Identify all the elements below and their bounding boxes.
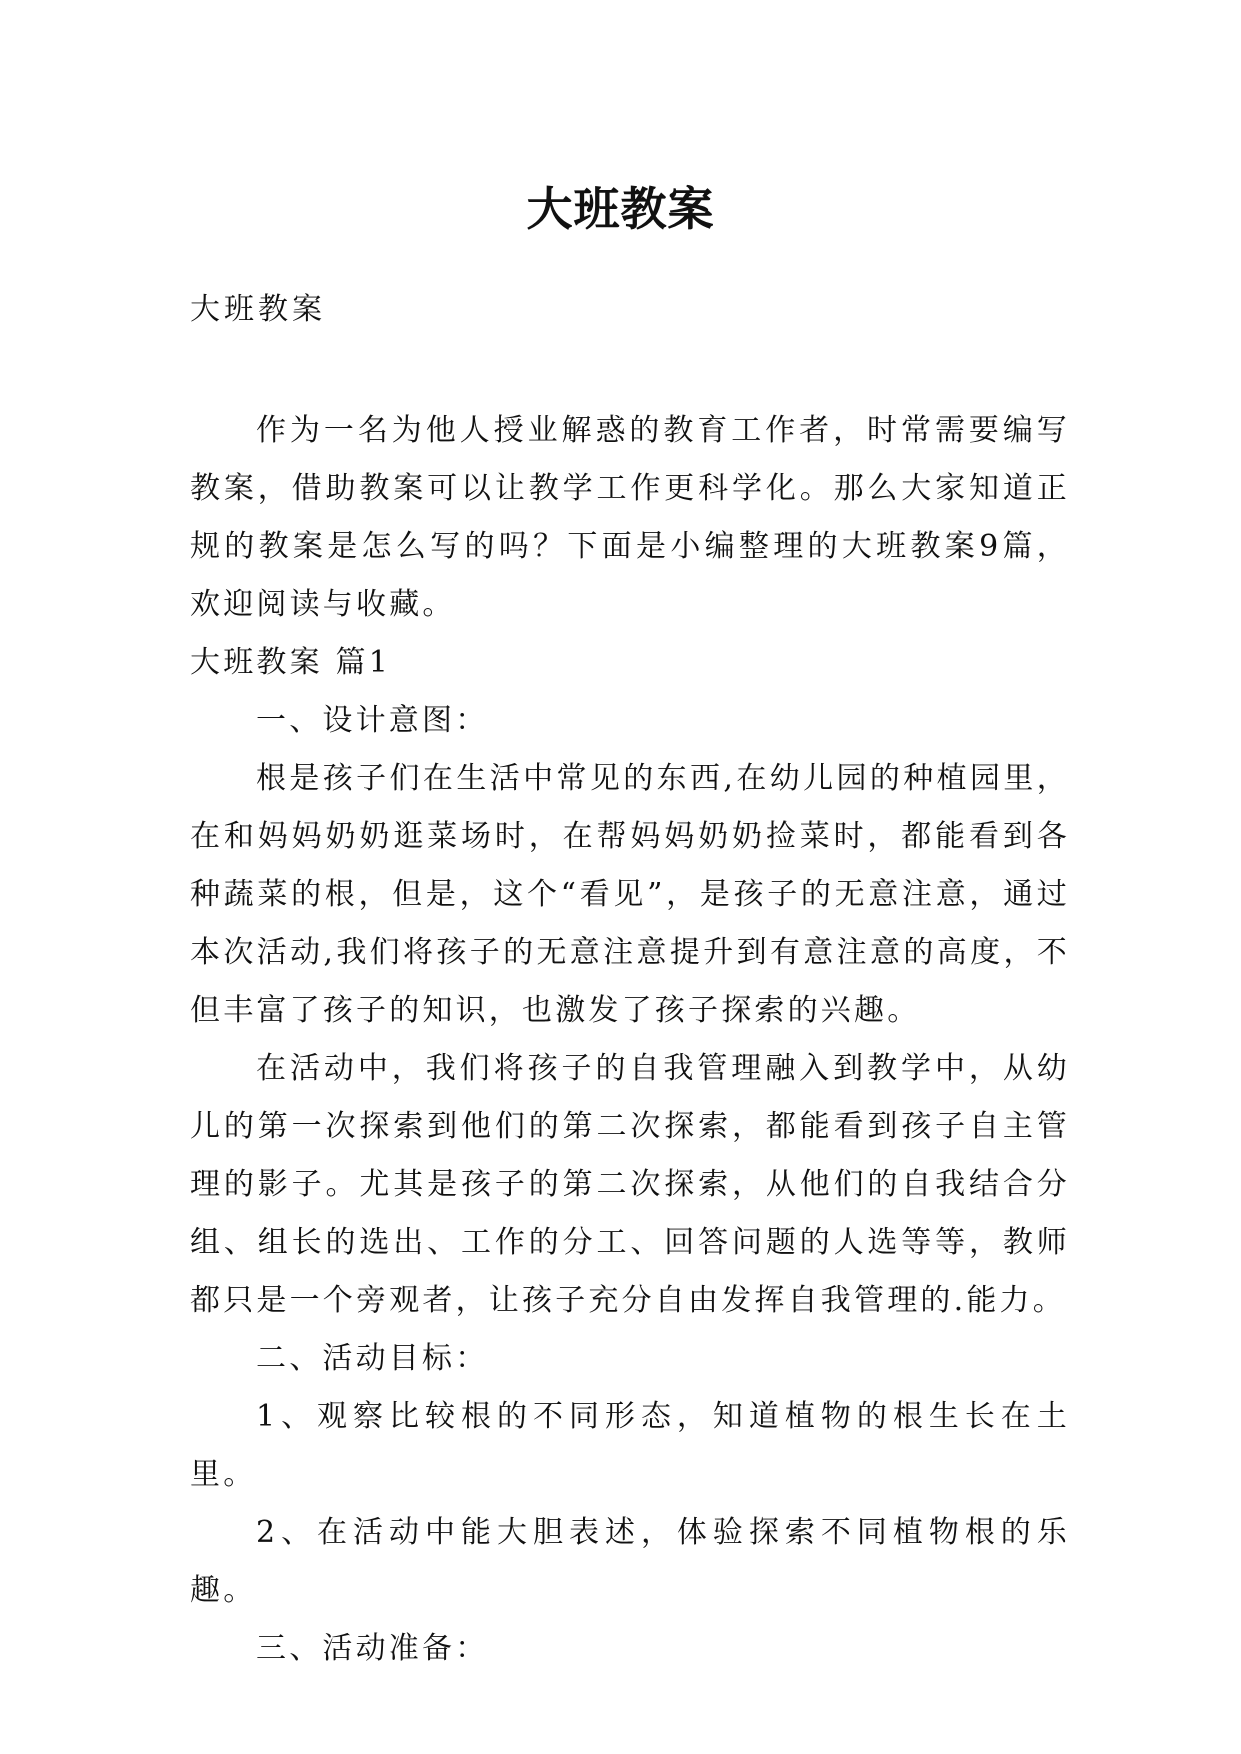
paragraph-design-intent-2: 在活动中，我们将孩子的自我管理融入到教学中，从幼儿的第一次探索到他们的第二次探索，都能看到孩子自主管理的影子。尤其是孩子的第二次探索，从他们的自我结合分组、组长的选出、工作的分工、回答问题的人选等等，教师都只是一个旁观者，让孩子充分自由发挥自我管理的.能力。: [190, 1051, 1070, 1318]
intro-paragraph: 作为一名为他人授业解惑的教育工作者，时常需要编写教案，借助教案可以让教学工作更科学化。那么大家知道正规的教案是怎么写的吗？下面是小编整理的大班教案9篇，欢迎阅读与收藏。: [190, 413, 1070, 622]
goal-item-1: 1、观察比较根的不同形态，知道植物的根生长在土里。: [190, 1399, 1070, 1492]
heading-design-intent: 一、设计意图：: [256, 703, 489, 738]
goal-item-2: 2、在活动中能大胆表述，体验探索不同植物根的乐趣。: [190, 1515, 1070, 1608]
heading-activity-goals: 二、活动目标：: [256, 1341, 489, 1376]
paragraph-design-intent-1: 根是孩子们在生活中常见的东西,在幼儿园的种植园里，在和妈妈奶奶逛菜场时，在帮妈妈奶奶捡菜时，都能看到各种蔬菜的根，但是，这个“看见”，是孩子的无意注意，通过本次活动,我们将孩子的无意注意提升到有意注意的高度，不但丰富了孩子的知识，也激发了孩子探索的兴趣。: [190, 761, 1070, 1028]
heading-activity-preparation: 三、活动准备：: [256, 1631, 489, 1666]
document-title: 大班教案: [526, 181, 715, 236]
document-body: [190, 402, 1070, 1678]
section-title: 大班教案 篇1: [190, 645, 392, 680]
document-subtitle: 大班教案: [190, 292, 326, 327]
